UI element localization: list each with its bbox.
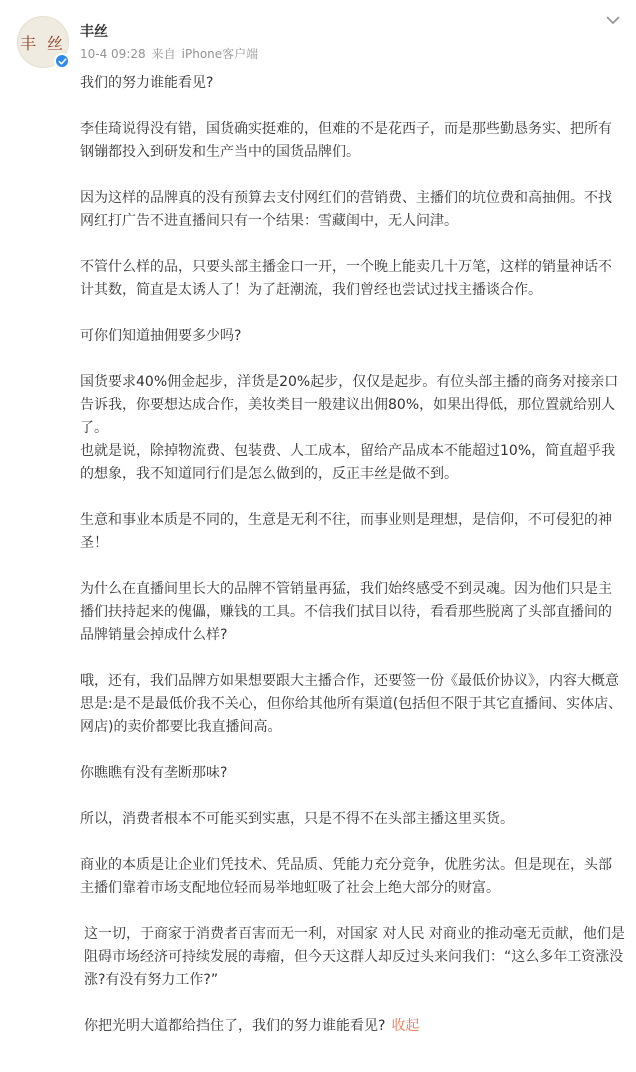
post-time[interactable]: 10-4 09:28 xyxy=(80,47,146,61)
post-paragraph: 这一切，于商家于消费者百害而无一利，对国家 对人民 对商业的推动毫无贡献，他们是阻碍市场经济可持续发展的毒瘤，但今天这群人却反过头来问我们：“这么多年工资涨没涨?有没有努力工作?” xyxy=(84,926,625,988)
post-content xyxy=(80,72,625,1061)
avatar-logo-text: 丰 丝 xyxy=(19,33,67,53)
source-prefix: 来自 xyxy=(151,47,176,61)
post-paragraph: 你瞧瞧有没有垄断那味? xyxy=(80,765,228,781)
post-paragraph: 生意和事业本质是不同的，生意是无利不往，而事业则是理想，是信仰，不可侵犯的神圣！ xyxy=(80,512,612,551)
post-paragraph: 不管什么样的品，只要头部主播金口一开，一个晚上能卖几十万笔，这样的销量神话不计其数，简直是太诱人了！为了赶潮流，我们曾经也尝试过找主播谈合作。 xyxy=(80,259,612,298)
post-paragraph: 为什么在直播间里长大的品牌不管销量再猛，我们始终感受不到灵魂。因为他们只是主播们扶持起来的傀儡，赚钱的工具。不信我们拭目以待，看看那些脱离了头部直播间的品牌销量会掉成什么样? xyxy=(80,581,612,643)
post-paragraph: 我们的努力谁能看见? xyxy=(80,75,214,91)
post-meta xyxy=(80,45,258,62)
post-paragraph: 国货要求40%佣金起步，洋货是20%起步，仅仅是起步。有位头部主播的商务对接亲口告诉我，你要想达成合作，美妆类目一般建议出佣80%，如果出得低，那位置就给别人了。 xyxy=(80,374,619,436)
post-paragraph: 因为这样的品牌真的没有预算去支付网红们的营销费、主播们的坑位费和高抽佣。不找网红打广告不进直播间只有一个结果：雪藏闺中，无人问津。 xyxy=(80,190,612,229)
post-final-line xyxy=(80,1015,625,1038)
post-paragraph: 也就是说，除掉物流费、包装费、人工成本，留给产品成本不能超过10%，简直超乎我的想象，我不知道同行们是怎么做到的，反正丰丝是做不到。 xyxy=(80,443,616,482)
chevron-down-icon[interactable] xyxy=(603,10,623,30)
post-paragraph: 可你们知道抽佣要多少吗? xyxy=(80,328,242,344)
username[interactable]: 丰丝 xyxy=(80,24,108,40)
post-paragraph: 李佳琦说得没有错，国货确实挺难的，但难的不是花西子，而是那些勤恳务实、把所有钢镚都投入到研发和生产当中的国货品牌们。 xyxy=(80,121,612,160)
post-paragraph: 商业的本质是让企业们凭技术、凭品质、凭能力充分竞争，优胜劣汰。但是现在，头部主播们靠着市场支配地位轻而易举地虹吸了社会上绝大部分的财富。 xyxy=(80,857,612,896)
post-paragraph: 哦，还有，我们品牌方如果想要跟大主播合作，还要签一份《最低价协议》，内容大概意思是:是不是最低价我不关心，但你给其他所有渠道(包括但不限于其它直播间、实体店、网店)的卖价都要比我直播间高。 xyxy=(80,673,623,735)
post-paragraph: 你把光明大道都给挡住了，我们的努力谁能看见? xyxy=(84,1018,386,1034)
verified-badge-icon xyxy=(54,53,70,69)
post-source: iPhone客户端 xyxy=(181,47,259,61)
post-paragraph: 所以，消费者根本不可能买到实惠，只是不得不在头部主播这里买货。 xyxy=(80,811,514,827)
collapse-button[interactable]: 收起 xyxy=(391,1018,420,1034)
